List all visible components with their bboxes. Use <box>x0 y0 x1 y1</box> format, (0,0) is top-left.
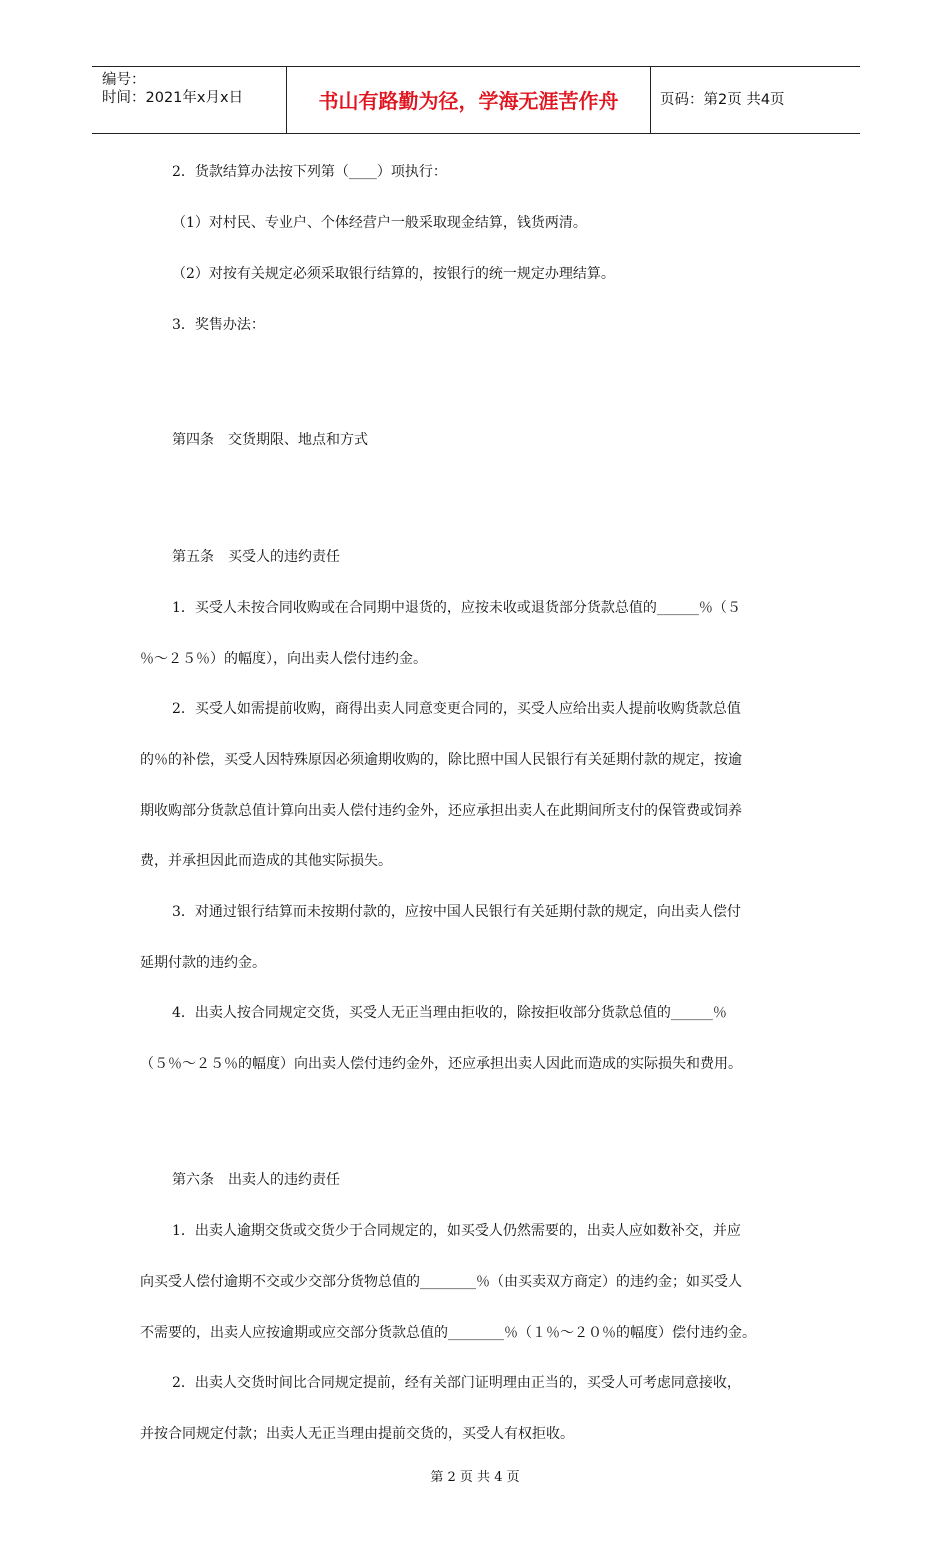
body-line: 3．对通过银行结算而未按期付款的，应按中国人民银行有关延期付款的规定，向出卖人偿付 <box>172 904 741 920</box>
body-line: 并按合同规定付款；出卖人无正当理由提前交货的，买受人有权拒收。 <box>140 1426 574 1442</box>
header-right-cell <box>650 67 860 133</box>
body-line: （1）对村民、专业户、个体经营户一般采取现金结算，钱货两清。 <box>172 215 587 231</box>
body-line: ％～２５％）的幅度），向出卖人偿付违约金。 <box>140 651 427 667</box>
page-footer: 第 2 页 共 4 页 <box>430 1470 520 1485</box>
body-line: （５％～２５％的幅度）向出卖人偿付违约金外，还应承担出卖人因此而造成的实际损失和费用。 <box>140 1056 742 1072</box>
body-line: 2．货款结算办法按下列第（____）项执行： <box>172 164 447 180</box>
body-line: 向买受人偿付逾期不交或少交部分货物总值的________％（由买卖双方商定）的违约金；如买受人 <box>140 1274 742 1290</box>
document-number: 编号： <box>102 72 146 88</box>
body-line: 4．出卖人按合同规定交货，买受人无正当理由拒收的，除按拒收部分货款总值的______％ <box>172 1005 727 1021</box>
body-line: 3．奖售办法： <box>172 317 265 333</box>
body-line: （2）对按有关规定必须采取银行结算的，按银行的统一规定办理结算。 <box>172 266 615 282</box>
body-line: 2．出卖人交货时间比合同规定提前，经有关部门证明理由正当的，买受人可考虑同意接收， <box>172 1375 741 1391</box>
document-time: 时间：2021年x月x日 <box>102 90 244 106</box>
body-line: 期收购部分货款总值计算向出卖人偿付违约金外，还应承担出卖人在此期间所支付的保管费或饲养 <box>140 803 742 819</box>
body-line: 不需要的，出卖人应按逾期或应交部分货款总值的________％（１％～２０％的幅度）偿付违约金。 <box>140 1325 756 1341</box>
header-table <box>92 66 860 134</box>
body-line: 1．出卖人逾期交货或交货少于合同规定的，如买受人仍然需要的，出卖人应如数补交，并应 <box>172 1223 741 1239</box>
body-line: 1．买受人未按合同收购或在合同期中退货的，应按未收或退货部分货款总值的______％（５ <box>172 600 741 616</box>
header-page-code: 页码：第2页 共4页 <box>660 92 785 108</box>
body-line: 的％的补偿，买受人因特殊原因必须逾期收购的，除比照中国人民银行有关延期付款的规定，按逾 <box>140 752 742 768</box>
header-left-cell <box>92 67 286 133</box>
header-motto: 书山有路勤为径，学海无涯苦作舟 <box>318 89 619 113</box>
section-heading: 第四条 交货期限、地点和方式 <box>172 432 368 448</box>
header-middle-cell <box>286 67 651 133</box>
body-line: 费，并承担因此而造成的其他实际损失。 <box>140 853 392 869</box>
section-heading: 第六条 出卖人的违约责任 <box>172 1172 340 1188</box>
body-line: 2．买受人如需提前收购，商得出卖人同意变更合同的，买受人应给出卖人提前收购货款总值 <box>172 701 741 717</box>
body-line: 延期付款的违约金。 <box>140 955 266 971</box>
section-heading: 第五条 买受人的违约责任 <box>172 549 340 565</box>
